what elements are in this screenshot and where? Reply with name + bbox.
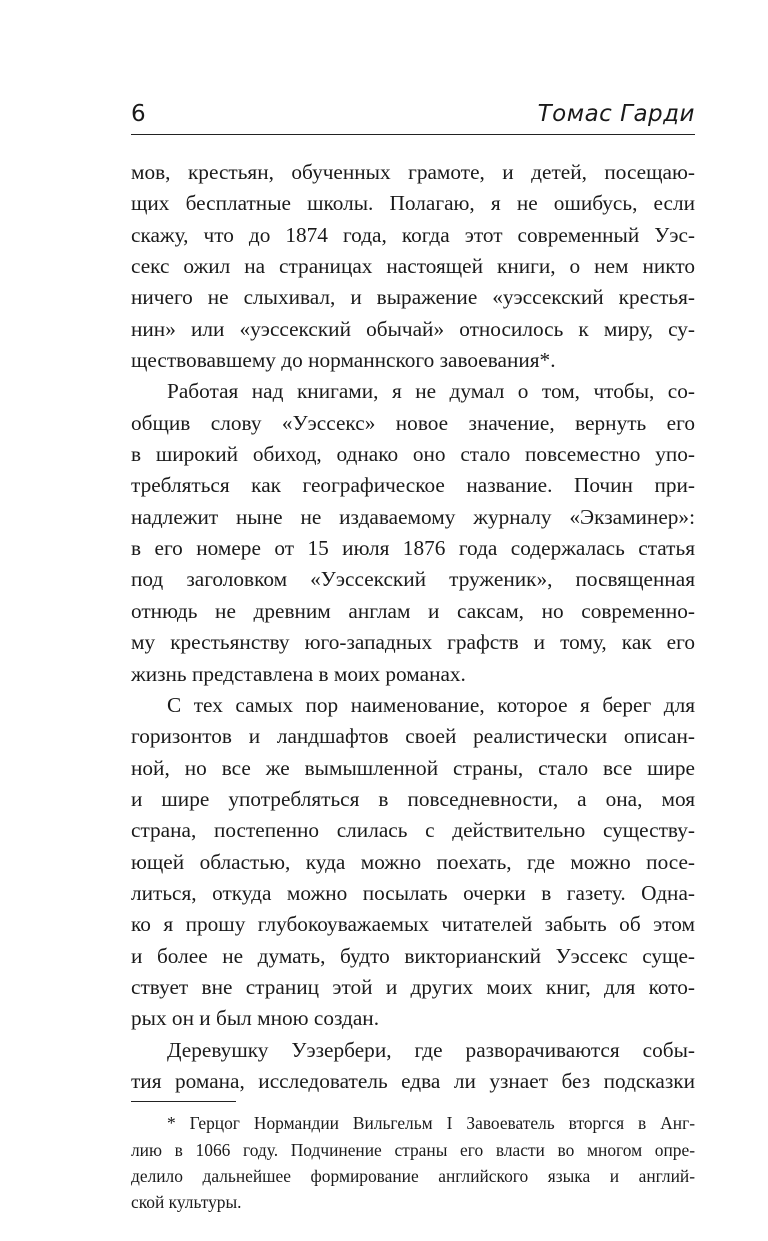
text-line: горизонтов и ландшафтов своей реалистически описан- [131,724,695,749]
text-line: ной, но все же вымышленной страны, стало все шире [131,755,695,780]
text-line: му крестьянству юго-западных графств и тому, как его [131,630,695,655]
text-line: жизнь представлена в моих романах. [131,661,466,686]
text-line: общив слову «Уэссекс» новое значение, вернуть его [131,410,695,435]
text-line: мов, крестьян, обученных грамоте, и детей, посещаю- [131,160,695,184]
text-line: скажу, что до 1874 года, когда этот современный Уэс- [131,222,695,247]
text-line: надлежит ныне не издаваемому журналу «Экзаминер»: [131,504,695,529]
text-line: ществовавшему до норманнского завоевания*. [131,348,556,373]
paragraph-3 [131,690,695,1035]
footnote [131,1110,695,1216]
text-line: ствует вне страниц этой и других моих книг, для кото- [131,974,695,999]
text-line: в широкий обиход, однако оно стало повсеместно упо- [131,442,695,467]
footnote-line: делило дальнейшее формирование английского языка и англий- [131,1166,695,1187]
book-page [131,100,695,1216]
page-number: 6 [131,101,146,127]
paragraph-2 [131,376,695,689]
paragraph-4 [131,1035,695,1098]
footnote-divider [131,1101,236,1102]
running-head [131,100,695,135]
text-line: ко я прошу глубокоуважаемых читателей забыть об этом [131,912,695,937]
paragraph-1 [131,157,695,376]
text-line: тия романа, исследователь едва ли узнает без подсказки [131,1068,695,1093]
text-line: рых он и был мною создан. [131,1006,380,1031]
text-line: ющей областью, куда можно поехать, где можно посе- [131,849,695,874]
text-line: С тех самых пор наименование, которое я берег для [167,692,695,717]
text-line: отнюдь не древним англам и саксам, но современно- [131,598,695,623]
text-line: литься, откуда можно посылать очерки в газету. Одна- [131,880,695,905]
text-line: Деревушку Уэзербери, где разворачиваются собы- [167,1037,695,1062]
text-line: ничего не слыхивал, и выражение «уэссекский крестья- [131,285,695,310]
text-line: страна, постепенно слилась с действительно существу- [131,818,695,843]
book-author: Томас Гарди [537,101,695,127]
footnote-line: ской культуры. [131,1192,242,1213]
text-line: под заголовком «Уэссекский труженик», посвященная [131,567,695,592]
text-line: щих бесплатные школы. Полагаю, я не ошибусь, если [131,191,695,216]
text-line: в его номере от 15 июля 1876 года содержалась статья [131,536,695,561]
text-line: нин» или «уэссекский обычай» относилось к миру, су- [131,316,695,341]
body-text [131,157,695,1097]
footnote-line: * Герцог Нормандии Вильгельм I Завоеватель вторгся в Анг- [167,1113,695,1134]
text-line: и шире употребляться в повседневности, а она, моя [131,786,695,811]
text-line: Работая над книгами, я не думал о том, чтобы, со- [167,379,695,404]
text-line: и более не думать, будто викторианский Уэссекс суще- [131,943,695,968]
text-line: секс ожил на страницах настоящей книги, о нем никто [131,254,695,279]
text-line: требляться как географическое название. Почин при- [131,473,695,498]
footnote-line: лию в 1066 году. Подчинение страны его власти во многом опре- [131,1139,695,1160]
